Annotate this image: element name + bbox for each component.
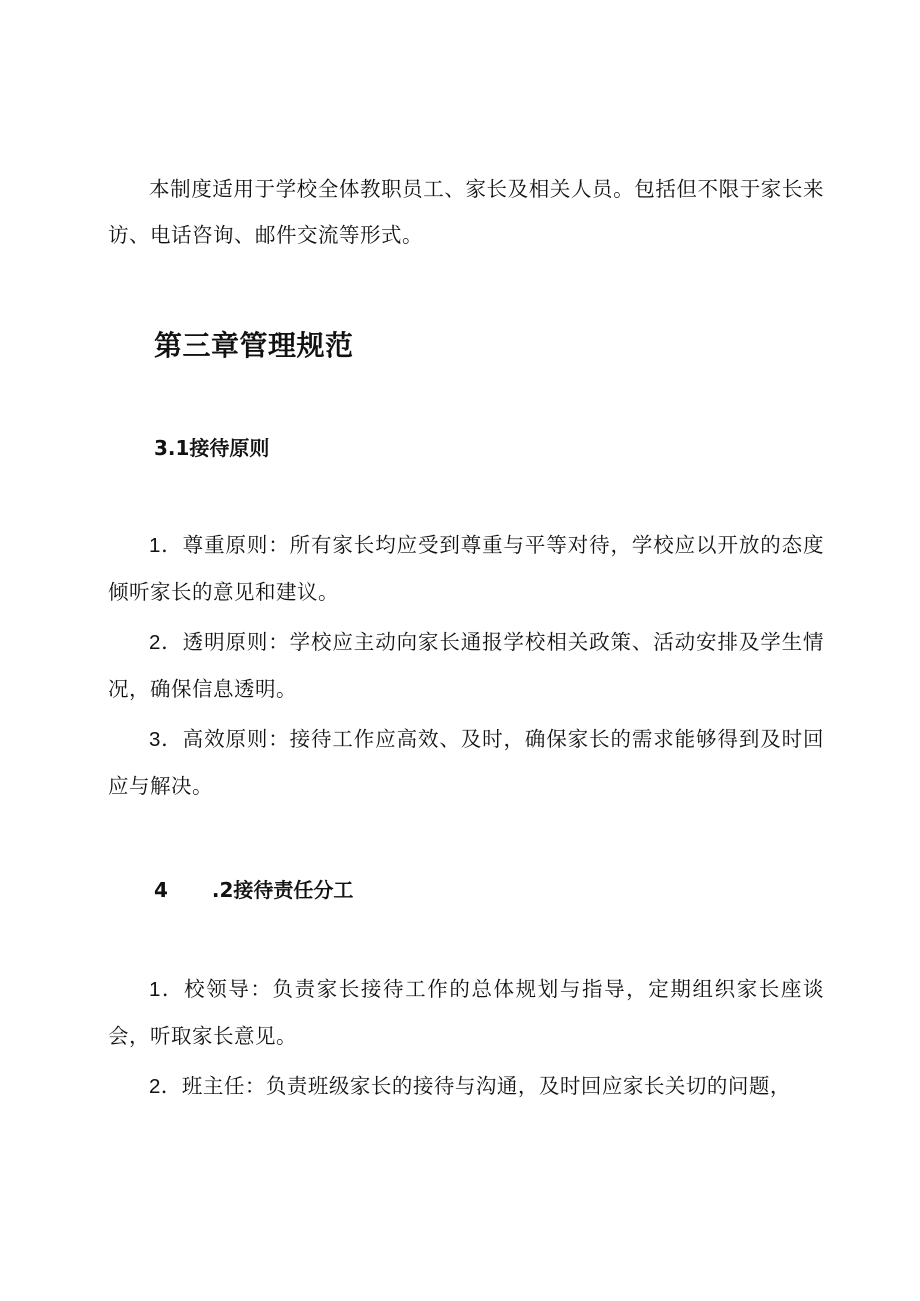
list-item: 2．透明原则：学校应主动向家长通报学校相关政策、活动安排及学生情况，确保信息透明。 (108, 630, 824, 701)
section-1-title-block (108, 428, 824, 468)
chapter-heading: 第三章管理规范 (154, 329, 354, 362)
list-item: 3．高效原则：接待工作应高效、及时，确保家长的需求能够得到及时回应与解决。 (108, 727, 824, 798)
section-2-title: 4 .2接待责任分工 (154, 878, 354, 902)
section-1-title: 3.1接待原则 (154, 436, 270, 460)
intro-block (108, 166, 824, 258)
section-2-title-block (108, 870, 824, 910)
list-item: 1．尊重原则：所有家长均应受到尊重与平等对待，学校应以开放的态度倾听家长的意见和建议。 (108, 533, 824, 604)
intro-paragraph: 本制度适用于学校全体教职员工、家长及相关人员。包括但不限于家长来访、电话咨询、邮件交流等形式。 (108, 177, 824, 247)
section-1-list (108, 522, 824, 809)
chapter-block (108, 326, 824, 366)
list-item: 1．校领导：负责家长接待工作的总体规划与指导，定期组织家长座谈会，听取家长意见。 (108, 977, 824, 1048)
list-item: 2．班主任：负责班级家长的接待与沟通，及时回应家长关切的问题， (149, 1074, 791, 1098)
section-2-list (108, 966, 824, 1110)
